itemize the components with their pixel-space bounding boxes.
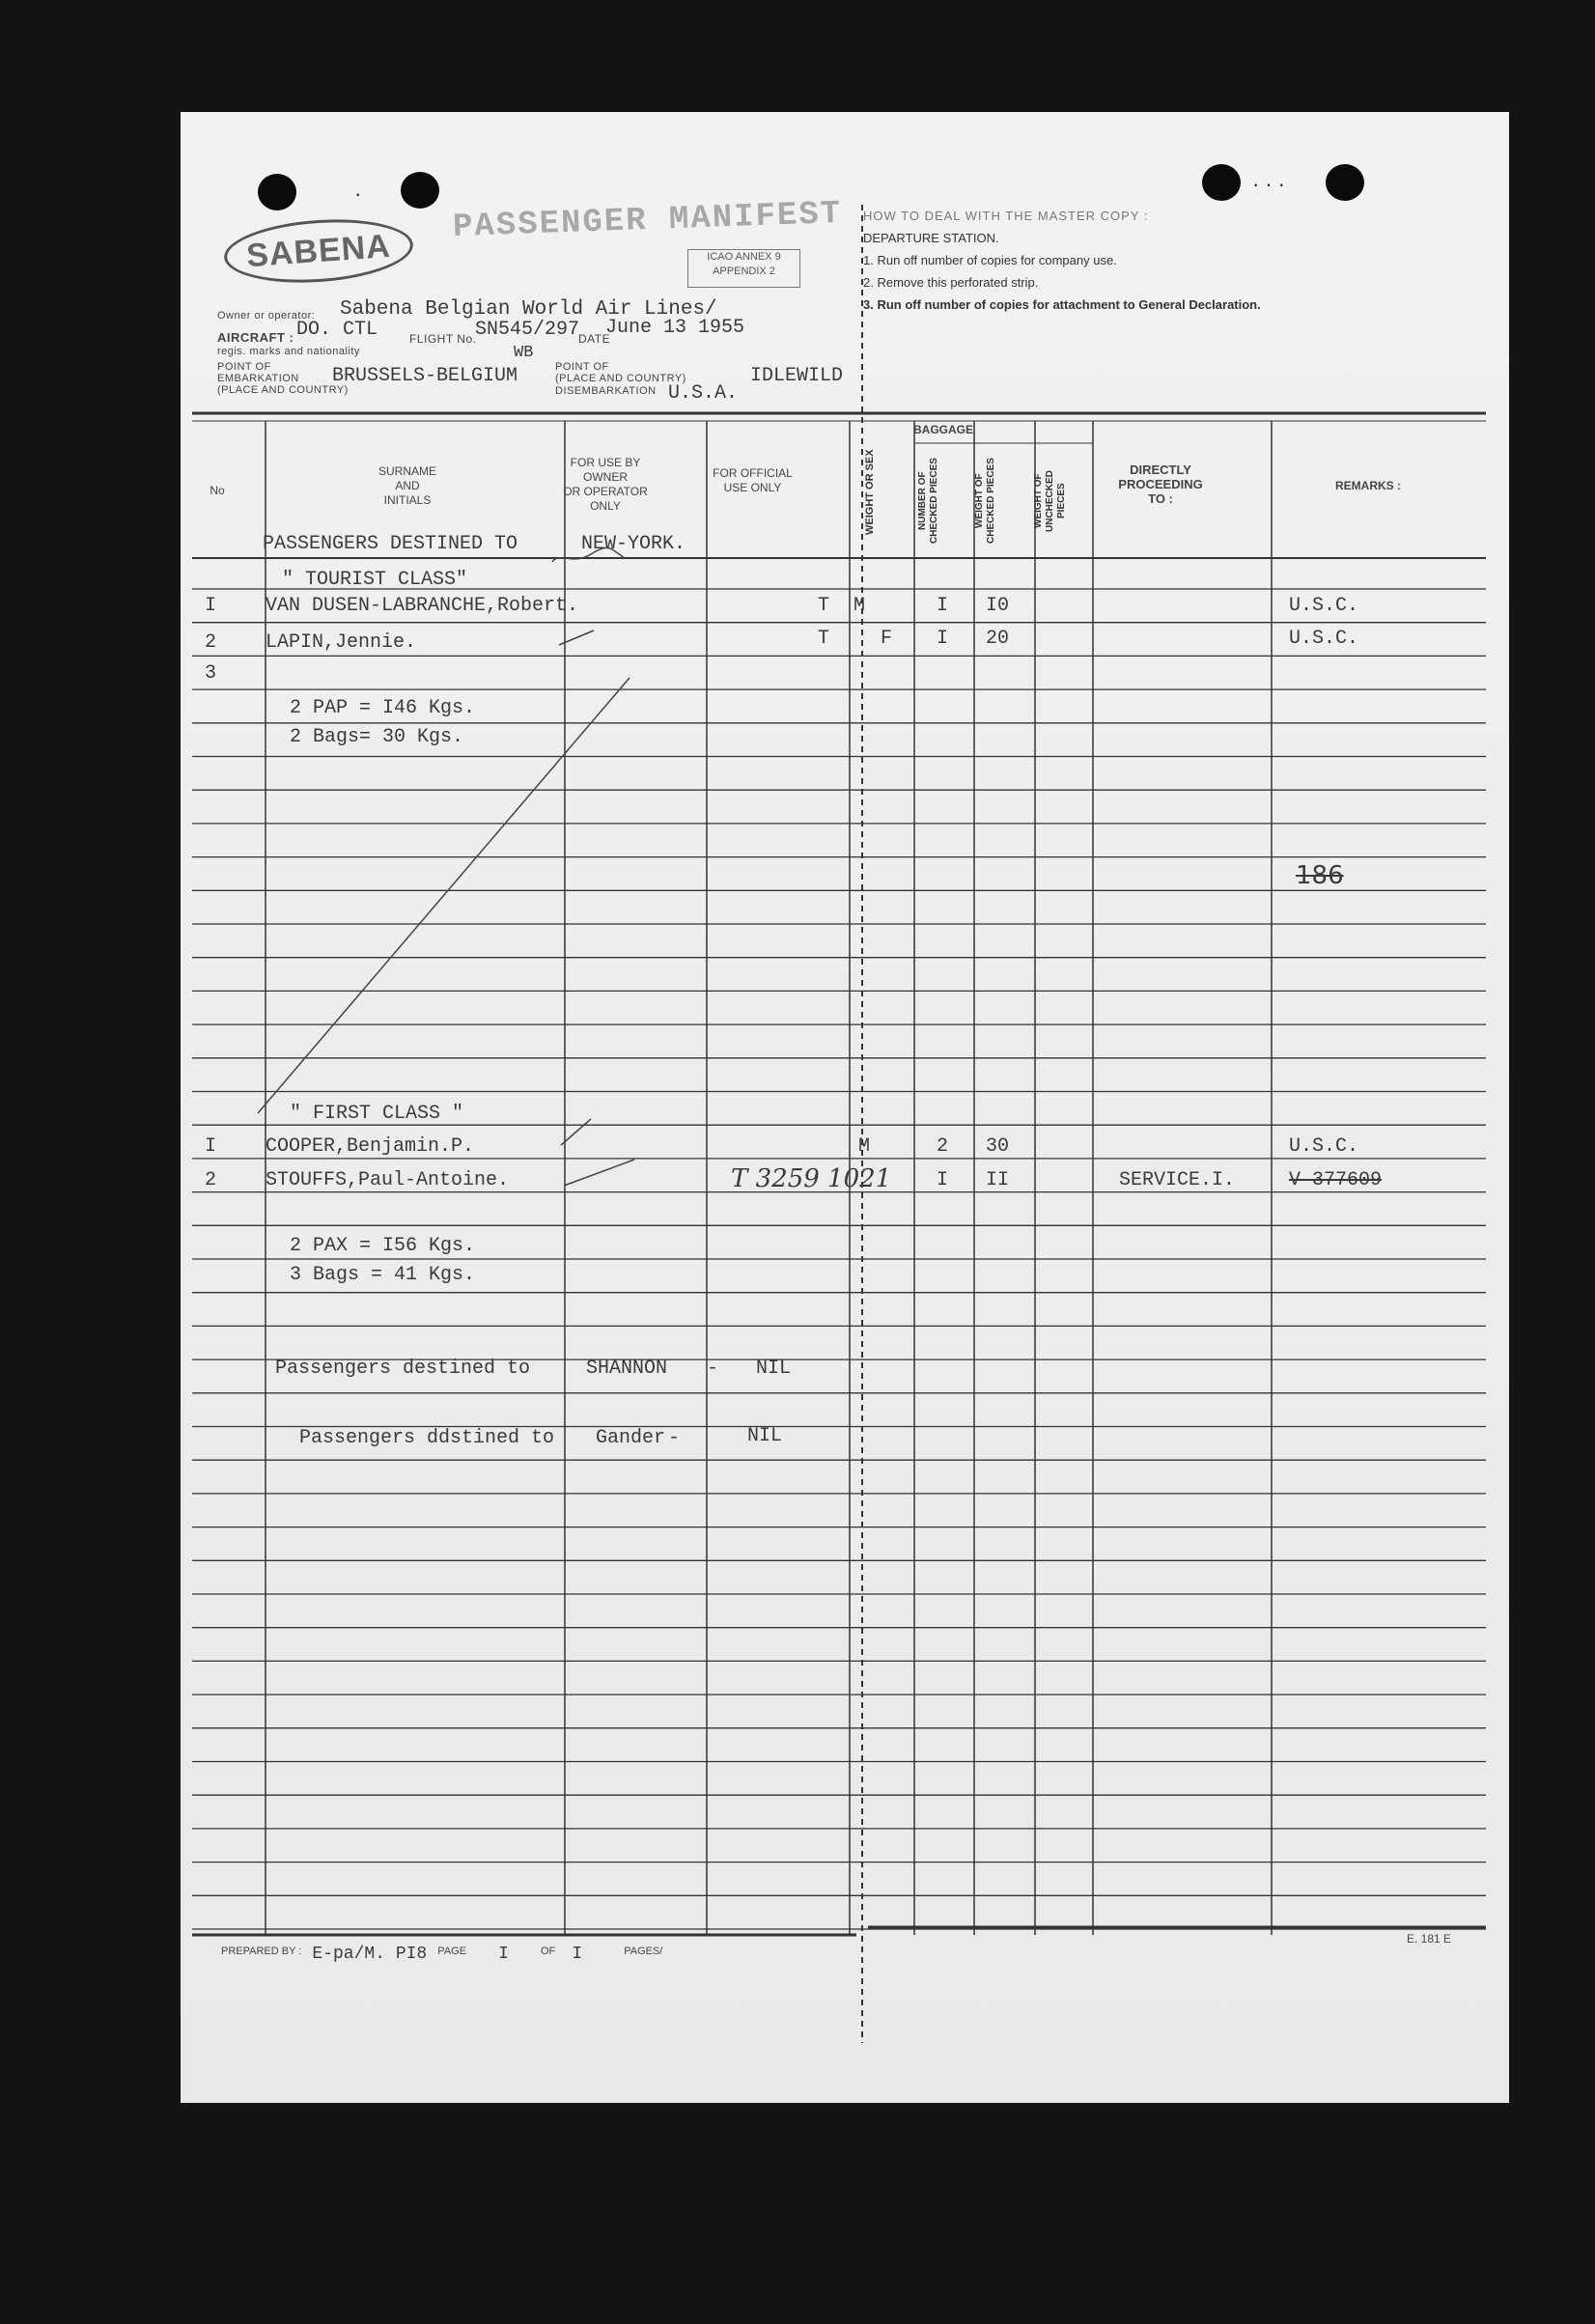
embark-label-3: (PLACE AND COUNTRY) <box>217 384 349 396</box>
passenger-name: COOPER,Benjamin.P. <box>266 1135 475 1158</box>
tourist-bags-total: 2 Bags= 30 Kgs. <box>290 726 464 748</box>
remarks-value: U.S.C. <box>1289 628 1359 650</box>
remarks-value: V 377609 <box>1289 1169 1383 1191</box>
destined-heading: PASSENGERS DESTINED TO <box>263 533 518 555</box>
instruction-2: 2. Remove this perforated strip. <box>863 275 1039 290</box>
shannon-dash: - <box>707 1358 719 1380</box>
perforation-dots: ··· <box>1252 172 1291 196</box>
sex-value: M <box>853 595 866 617</box>
col-checked-number: NUMBER OF CHECKED PIECES <box>917 458 939 545</box>
row-no: I <box>205 595 217 617</box>
perforation-dots: · <box>354 182 368 206</box>
date-label: DATE <box>578 332 611 346</box>
sex-value: M <box>858 1135 871 1158</box>
official-use: T <box>818 595 830 617</box>
col-surname-1: SURNAME <box>378 464 436 478</box>
embark-label-1: POINT OF <box>217 361 271 373</box>
sex-value: F <box>881 628 893 650</box>
directly-proceeding-value: SERVICE.I. <box>1119 1169 1236 1191</box>
disembark-label-1: POINT OF <box>555 361 609 373</box>
tourist-heading: " TOURIST CLASS" <box>282 569 468 591</box>
col-owner-4: ONLY <box>590 499 621 513</box>
owner-label: Owner or operator: <box>217 310 316 322</box>
col-remarks: REMARKS : <box>1335 479 1401 492</box>
col-unchecked-weight: WEIGHT OF UNCHECKED PIECES <box>1033 470 1067 532</box>
disembarkation-city: IDLEWILD <box>750 365 844 387</box>
col-owner-2: OWNER <box>583 470 628 484</box>
col-directly-2: PROCEEDING <box>1118 477 1203 491</box>
col-directly-1: DIRECTLY <box>1130 462 1191 477</box>
margin-note: 186 <box>1296 861 1344 890</box>
regis-label: regis. marks and nationality <box>217 346 360 357</box>
col-surname-2: AND <box>395 479 420 492</box>
handwritten-mark <box>561 1119 634 1186</box>
gander-place: Gander <box>596 1427 666 1449</box>
col-official <box>707 466 798 495</box>
shannon-place: SHANNON <box>586 1358 668 1380</box>
remarks-value: U.S.C. <box>1289 1135 1359 1158</box>
gander-label: Passengers ddstined to <box>299 1427 555 1449</box>
col-owner-3: OR OPERATOR <box>563 485 648 498</box>
col-owner-1: FOR USE BY <box>570 456 641 469</box>
operator-value: Sabena Belgian World Air Lines/ <box>340 298 717 321</box>
col-checked-weight: WEIGHT OF CHECKED PIECES <box>974 458 996 545</box>
destined-city: NEW-YORK. <box>581 533 686 555</box>
of-label: OF <box>541 1946 556 1957</box>
prepared-label: PREPARED BY : <box>221 1946 302 1957</box>
aircraft-label: AIRCRAFT : <box>217 330 294 345</box>
col-directly <box>1107 462 1214 506</box>
embarkation-value: BRUSSELS-BELGIUM <box>332 365 518 387</box>
passenger-name: VAN DUSEN-LABRANCHE,Robert. <box>266 595 579 617</box>
row-no: 2 <box>205 1169 217 1191</box>
first-bags-total: 3 Bags = 41 Kgs. <box>290 1264 476 1286</box>
checked-pieces: 2 <box>937 1135 949 1158</box>
embark-label-2: EMBARKATION <box>217 373 299 384</box>
flight-label: FLIGHT No. <box>409 332 477 346</box>
prepared-by-value: E-pa/M. PI8 <box>312 1945 428 1964</box>
prepared-by-row <box>221 1941 663 1964</box>
disembark-label-2: (PLACE AND COUNTRY) <box>555 373 686 384</box>
page-label: PAGE <box>437 1946 467 1957</box>
gander-value: NIL <box>747 1425 783 1447</box>
instructions-title: HOW TO DEAL WITH THE MASTER COPY : <box>863 209 1149 223</box>
col-no: No <box>210 484 225 497</box>
checked-pieces: I <box>937 595 949 617</box>
flight-value: SN545/297 <box>475 319 580 341</box>
instruction-1: 1. Run off number of copies for company use. <box>863 253 1117 267</box>
pages-label: PAGES/ <box>624 1946 663 1957</box>
gander-dash: - <box>668 1427 681 1449</box>
official-use: T 3259 1021 <box>731 1164 892 1193</box>
flight-suffix: WB <box>514 344 534 362</box>
row-no: 2 <box>205 631 217 654</box>
of-value: I <box>572 1945 583 1964</box>
col-surname <box>311 464 504 508</box>
date-value: June 13 1955 <box>605 317 745 339</box>
checked-weight: II <box>986 1169 1010 1191</box>
disembarkation-country: U.S.A. <box>668 382 739 405</box>
checked-pieces: I <box>937 1169 949 1191</box>
disembark-label-3: DISEMBARKATION <box>555 385 657 397</box>
page-value: I <box>498 1945 509 1964</box>
shannon-value: NIL <box>756 1358 792 1380</box>
passenger-name: STOUFFS,Paul-Antoine. <box>266 1169 510 1191</box>
instruction-3: 3. Run off number of copies for attachment to General Declaration. <box>863 297 1261 312</box>
passenger-name: LAPIN,Jennie. <box>266 631 417 654</box>
checked-weight: 20 <box>986 628 1010 650</box>
form-number: E. 181 E <box>1407 1932 1452 1946</box>
form-title: PASSENGER MANIFEST <box>452 195 843 247</box>
annex-line-1: ICAO ANNEX 9 <box>707 251 781 263</box>
checked-weight: 30 <box>986 1135 1010 1158</box>
first-pax-total: 2 PAX = I56 Kgs. <box>290 1235 476 1257</box>
aircraft-value: DO. CTL <box>296 319 378 341</box>
shannon-label: Passengers destined to <box>275 1358 531 1380</box>
col-owner <box>562 456 649 514</box>
checked-pieces: I <box>937 628 949 650</box>
remarks-value: U.S.C. <box>1289 595 1359 617</box>
instructions-station: DEPARTURE STATION. <box>863 231 999 245</box>
sabena-logo: SABENA <box>222 213 415 289</box>
first-class-heading: " FIRST CLASS " <box>290 1103 464 1125</box>
col-weight-sex: WEIGHT OR SEX <box>864 449 876 536</box>
col-official-1: FOR OFFICIAL <box>713 466 793 480</box>
checked-weight: I0 <box>986 595 1010 617</box>
official-use: T <box>818 628 830 650</box>
row-no: I <box>205 1135 217 1158</box>
row-no: 3 <box>205 662 217 685</box>
manifest-sheet <box>181 112 1509 2103</box>
col-directly-3: TO : <box>1148 491 1173 506</box>
col-baggage: BAGGAGE <box>912 423 973 436</box>
tourist-pax-total: 2 PAP = I46 Kgs. <box>290 697 476 719</box>
annex-line-2: APPENDIX 2 <box>713 266 775 277</box>
col-surname-3: INITIALS <box>383 493 432 507</box>
col-official-2: USE ONLY <box>723 481 782 494</box>
